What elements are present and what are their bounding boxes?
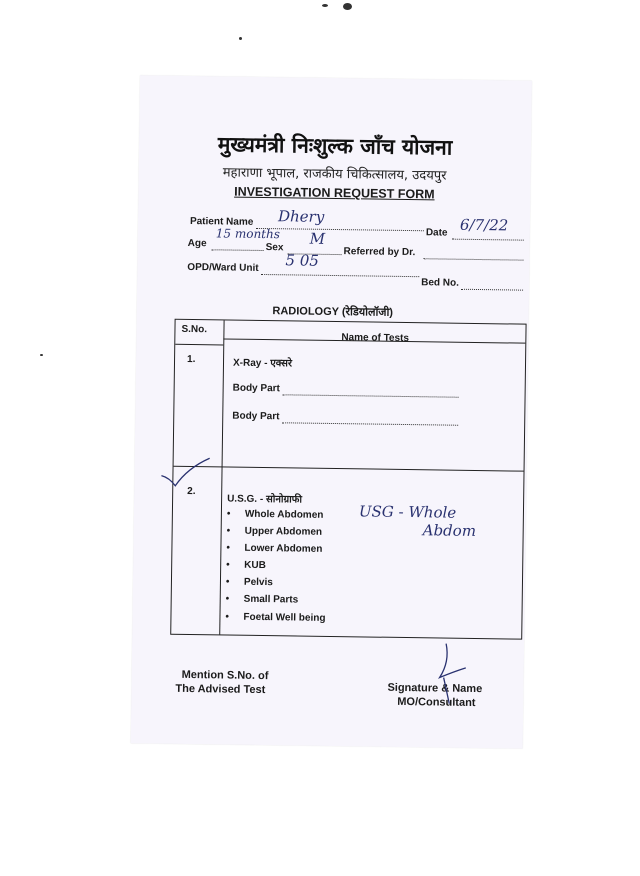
patient-name-value: Dhery [277, 207, 325, 226]
bed-no-line [461, 278, 523, 291]
age-label: Age [187, 237, 207, 250]
scan-speck [322, 4, 328, 7]
age-value: 15 months [215, 226, 281, 242]
scan-speck [40, 354, 43, 356]
row1-sno: 1. [186, 353, 196, 366]
bullet-icon: • [226, 508, 231, 520]
handwritten-note: Abdom [422, 521, 477, 540]
tests-header: Name of Tests [341, 332, 410, 345]
consultant-label: MO/Consultant [397, 695, 476, 710]
body-part-line [283, 383, 459, 397]
usg-item: Small Parts [243, 593, 299, 606]
usg-item: Pelvis [243, 576, 273, 589]
xray-label: X-Ray - एक्सरे [232, 357, 293, 370]
sex-value: M [309, 229, 326, 248]
usg-item: Foetal Well being [243, 611, 326, 624]
form-title: INVESTIGATION REQUEST FORM [234, 184, 435, 202]
date-value: 6/7/22 [459, 215, 509, 235]
body-part-line [282, 411, 458, 425]
investigation-request-form [131, 75, 532, 748]
signature-label: Signature & Name [387, 681, 483, 696]
scheme-title: मुख्यमंत्री निःशुल्क जाँच योजना [217, 132, 453, 160]
bullet-icon: • [226, 559, 230, 571]
referred-by-line [423, 247, 523, 260]
row2-sno: 2. [187, 485, 196, 498]
scan-speck [239, 37, 242, 40]
advised-test-text: The Advised Test [175, 682, 266, 697]
opd-ward-value: 5 05 [285, 251, 319, 270]
bullet-icon: • [225, 576, 230, 588]
scan-speck [343, 3, 352, 10]
bullet-icon: • [226, 542, 231, 554]
column-divider [219, 320, 224, 634]
mention-sno-text: Mention S.No. of [181, 668, 269, 683]
hospital-name: महाराणा भूपाल, राजकीय चिकित्सालय, उदयपुर [222, 165, 447, 184]
usg-item: Whole Abdomen [244, 508, 324, 521]
signature-mark [425, 641, 478, 706]
usg-item: Upper Abdomen [244, 525, 323, 538]
radiology-heading: RADIOLOGY (रेडियोलॉजी) [272, 305, 394, 319]
usg-label: U.S.G. - सोनोग्राफी [227, 493, 303, 506]
body-part-label: Body Part [232, 410, 280, 423]
row-divider [174, 466, 524, 472]
tests-table [170, 319, 526, 640]
sex-label: Sex [265, 242, 284, 254]
sno-header: S.No. [181, 323, 208, 336]
bullet-icon: • [225, 593, 230, 605]
referred-by-label: Referred by Dr. [343, 246, 416, 259]
bullet-icon: • [225, 611, 230, 623]
checkmark-icon [159, 456, 215, 493]
sno-header-divider [175, 344, 223, 346]
usg-item: Lower Abdomen [244, 542, 323, 555]
patient-name-label: Patient Name [189, 215, 254, 228]
body-part-label: Body Part [232, 382, 280, 395]
handwritten-note: USG - Whole [358, 502, 457, 522]
usg-item: KUB [244, 559, 266, 572]
date-label: Date [425, 227, 448, 239]
bed-no-label: Bed No. [421, 277, 460, 289]
opd-ward-label: OPD/Ward Unit [187, 261, 259, 274]
bullet-icon: • [226, 525, 231, 537]
